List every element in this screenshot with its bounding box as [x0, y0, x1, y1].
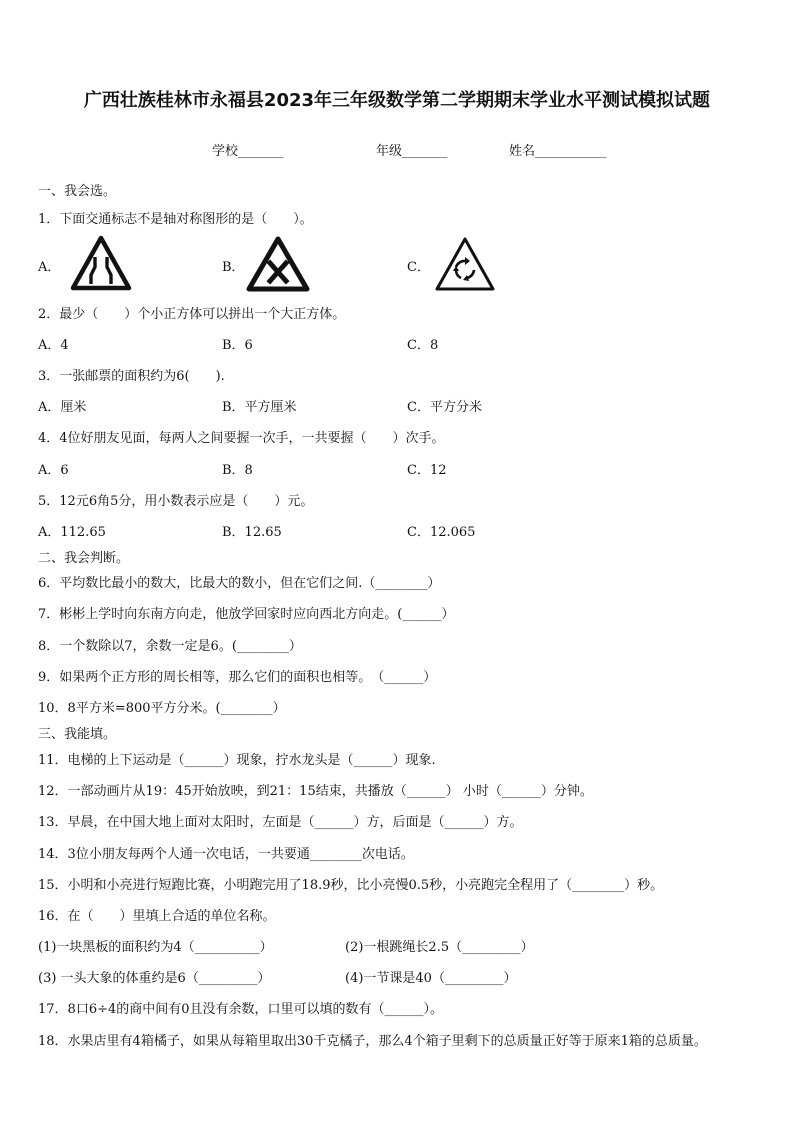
q4-option-a[interactable]: A．6	[38, 463, 69, 478]
question-4: 4．4位好朋友见面，每两人之间要握一次手，一共要握（ ）次手。	[38, 431, 445, 446]
roundabout-sign-icon	[434, 236, 496, 292]
q16-part-3: (3) 一头大象的体重约是6（_________）	[38, 971, 271, 986]
section-heading-choice: 一、我会选。	[38, 184, 117, 199]
question-7: 7．彬彬上学时向东南方向走，他放学回家时应向西北方向走。(______）	[38, 607, 455, 622]
section-heading-fill: 三、我能填。	[38, 727, 117, 742]
question-18: 18．水果店里有4箱橘子，如果从每箱里取出30千克橘子，那么4个箱子里剩下的总质量正好等于原来1箱的总质量。	[38, 1034, 707, 1049]
q2-option-a[interactable]: A．4	[38, 338, 69, 353]
q4-option-c[interactable]: C．12	[407, 463, 447, 478]
question-6: 6．平均数比最小的数大，比最大的数小，但在它们之间.（________）	[38, 576, 441, 591]
q4-option-b[interactable]: B．8	[222, 463, 253, 478]
question-10: 10．8平方米=800平方分米。(________）	[38, 701, 286, 716]
q3-option-b[interactable]: B．平方厘米	[222, 400, 297, 415]
narrow-road-sign-icon	[70, 235, 132, 291]
question-16: 16．在（ ）里填上合适的单位名称。	[38, 909, 276, 924]
q1-option-a[interactable]: A．	[38, 260, 61, 275]
q1-option-c[interactable]: C．	[407, 260, 430, 275]
page-title: 广西壮族桂林市永福县2023年三年级数学第二学期期末学业水平测试模拟试题	[83, 90, 711, 111]
question-14: 14．3位小朋友每两个人通一次电话，一共要通________次电话。	[38, 847, 414, 862]
grade-field[interactable]: 年级_______	[376, 144, 448, 159]
q3-option-a[interactable]: A．厘米	[38, 400, 87, 415]
question-3: 3．一张邮票的面积约为6( ).	[38, 369, 225, 384]
question-2: 2．最少（ ）个小正方体可以拼出一个大正方体。	[38, 307, 346, 322]
q16-part-1: (1)一块黑板的面积约为4（__________）	[38, 940, 273, 955]
question-5: 5．12元6角5分，用小数表示应是（ ）元。	[38, 494, 314, 509]
q2-option-b[interactable]: B．6	[222, 338, 253, 353]
question-15: 15．小明和小亮进行短跑比赛，小明跑完用了18.9秒，比小亮慢0.5秒，小亮跑完全程用了（________）秒。	[38, 878, 664, 893]
q3-option-c[interactable]: C．平方分米	[407, 400, 482, 415]
section-heading-judge: 二、我会判断。	[38, 551, 130, 566]
q1-option-b[interactable]: B．	[222, 260, 245, 275]
q5-option-b[interactable]: B．12.65	[222, 525, 282, 540]
q16-part-2: (2)一根跳绳长2.5（_________）	[345, 940, 534, 955]
q2-option-c[interactable]: C．8	[407, 338, 439, 353]
question-11: 11．电梯的上下运动是（______）现象，拧水龙头是（______）现象.	[38, 753, 436, 768]
question-8: 8．一个数除以7，余数一定是6。(________）	[38, 639, 302, 654]
question-1: 1．下面交通标志不是轴对称图形的是（ ）。	[38, 212, 313, 227]
question-17: 17．8口6÷4的商中间有0且没有余数，口里可以填的数有（______）。	[38, 1002, 444, 1017]
question-13: 13．早晨，在中国大地上面对太阳时，左面是（______）方，后面是（______）方。	[38, 815, 523, 830]
q5-option-c[interactable]: C．12.065	[407, 525, 476, 540]
question-12: 12．一部动画片从19：45开始放映，到21：15结束，共播放（______） 小时（______）分钟。	[38, 784, 593, 799]
cross-sign-icon	[246, 236, 310, 292]
q5-option-a[interactable]: A．112.65	[38, 525, 106, 540]
q16-part-4: (4)一节课是40（_________）	[345, 971, 517, 986]
name-field[interactable]: 姓名___________	[509, 144, 607, 159]
question-9: 9．如果两个正方形的周长相等，那么它们的面积也相等。 （______）	[38, 670, 437, 685]
school-field[interactable]: 学校_______	[212, 144, 284, 159]
